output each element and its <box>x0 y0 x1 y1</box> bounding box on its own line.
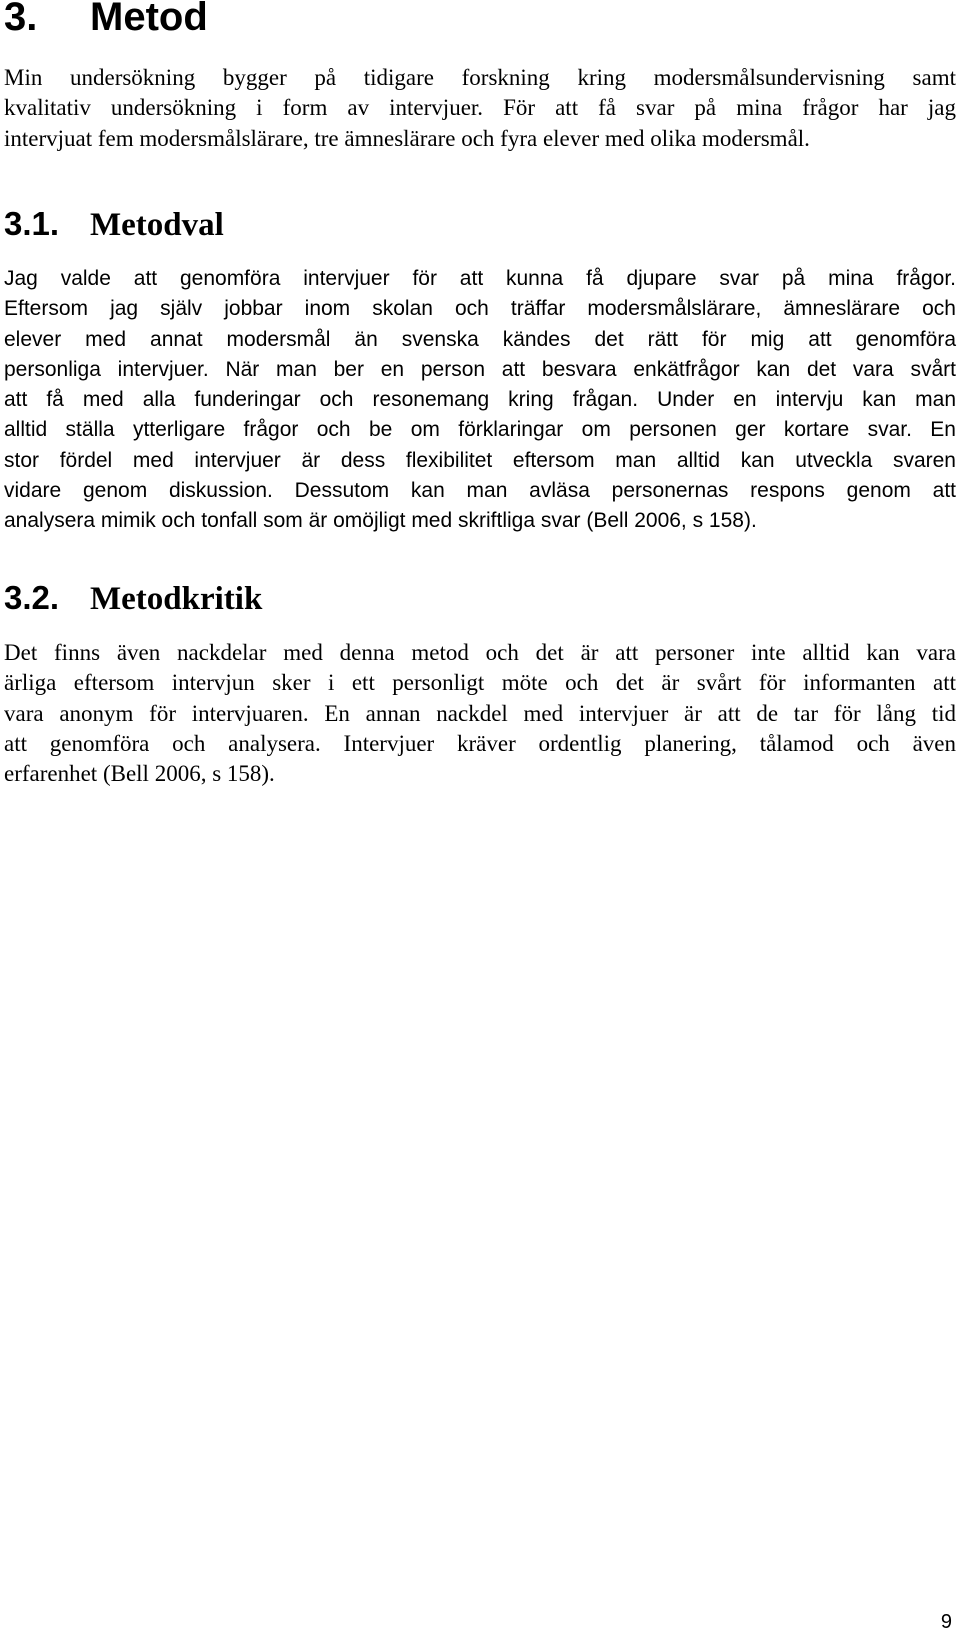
section-title: Metodval <box>90 207 224 243</box>
intro-line: kvalitativ undersökning i form av intervjuer. För att få svar på mina frågor har jag <box>4 95 956 121</box>
paragraph-line: att få med alla funderingar och resonemang kring frågan. Under en intervju kan man <box>4 388 956 412</box>
section-number: 3.1. <box>4 205 60 242</box>
intro-paragraph <box>4 63 956 154</box>
paragraph-line: elever med annat modersmål än svenska kändes det rätt för mig att genomföra <box>4 327 956 351</box>
paragraph-line: alltid ställa ytterligare frågor och be om förklaringar om personen ger kortare svar. En <box>4 418 956 442</box>
paragraph-line: Eftersom jag själv jobbar inom skolan och träffar modersmålslärare, ämneslärare och <box>4 297 956 321</box>
paragraph-line: vara anonym för intervjuaren. En annan nackdel med intervjuer är att de tar för lång tid <box>4 700 956 726</box>
chapter-heading <box>4 0 208 42</box>
chapter-title: Metod <box>90 0 208 39</box>
section-heading-metodval <box>4 204 224 245</box>
paragraph-line: personliga intervjuer. När man ber en person att besvara enkätfrågor kan det vara svårt <box>4 357 956 381</box>
paragraph-line: att genomföra och analysera. Intervjuer kräver ordentlig planering, tålamod och även <box>4 730 956 756</box>
paragraph-line: erfarenhet (Bell 2006, s 158). <box>4 761 275 787</box>
paragraph-line: Jag valde att genomföra intervjuer för att kunna få djupare svar på mina frågor. <box>4 267 956 290</box>
page-number: 9 <box>940 1611 952 1633</box>
paragraph-line: Det finns även nackdelar med denna metod och det är att personer inte alltid kan vara <box>4 640 956 665</box>
intro-line: intervjuat fem modersmålslärare, tre ämneslärare och fyra elever med olika modersmål. <box>4 125 810 151</box>
intro-line: Min undersökning bygger på tidigare forskning kring modersmålsundervisning samt <box>4 65 956 90</box>
paragraph-line: analysera mimik och tonfall som är omöjligt med skriftliga svar (Bell 2006, s 158). <box>4 509 757 533</box>
paragraph-line: ärliga eftersom intervjun sker i ett personligt möte och det är svårt för informanten att <box>4 670 956 696</box>
section-title: Metodkritik <box>90 581 263 617</box>
chapter-number: 3. <box>4 0 38 39</box>
paragraph-line: vidare genom diskussion. Dessutom kan man avläsa personernas respons genom att <box>4 479 956 503</box>
metodkritik-paragraph <box>4 638 956 789</box>
metodval-paragraph <box>4 264 956 537</box>
paragraph-line: stor fördel med intervjuer är dess flexibilitet eftersom man alltid kan utveckla svaren <box>4 448 956 472</box>
section-heading-metodkritik <box>4 578 262 619</box>
section-number: 3.2. <box>4 579 60 616</box>
